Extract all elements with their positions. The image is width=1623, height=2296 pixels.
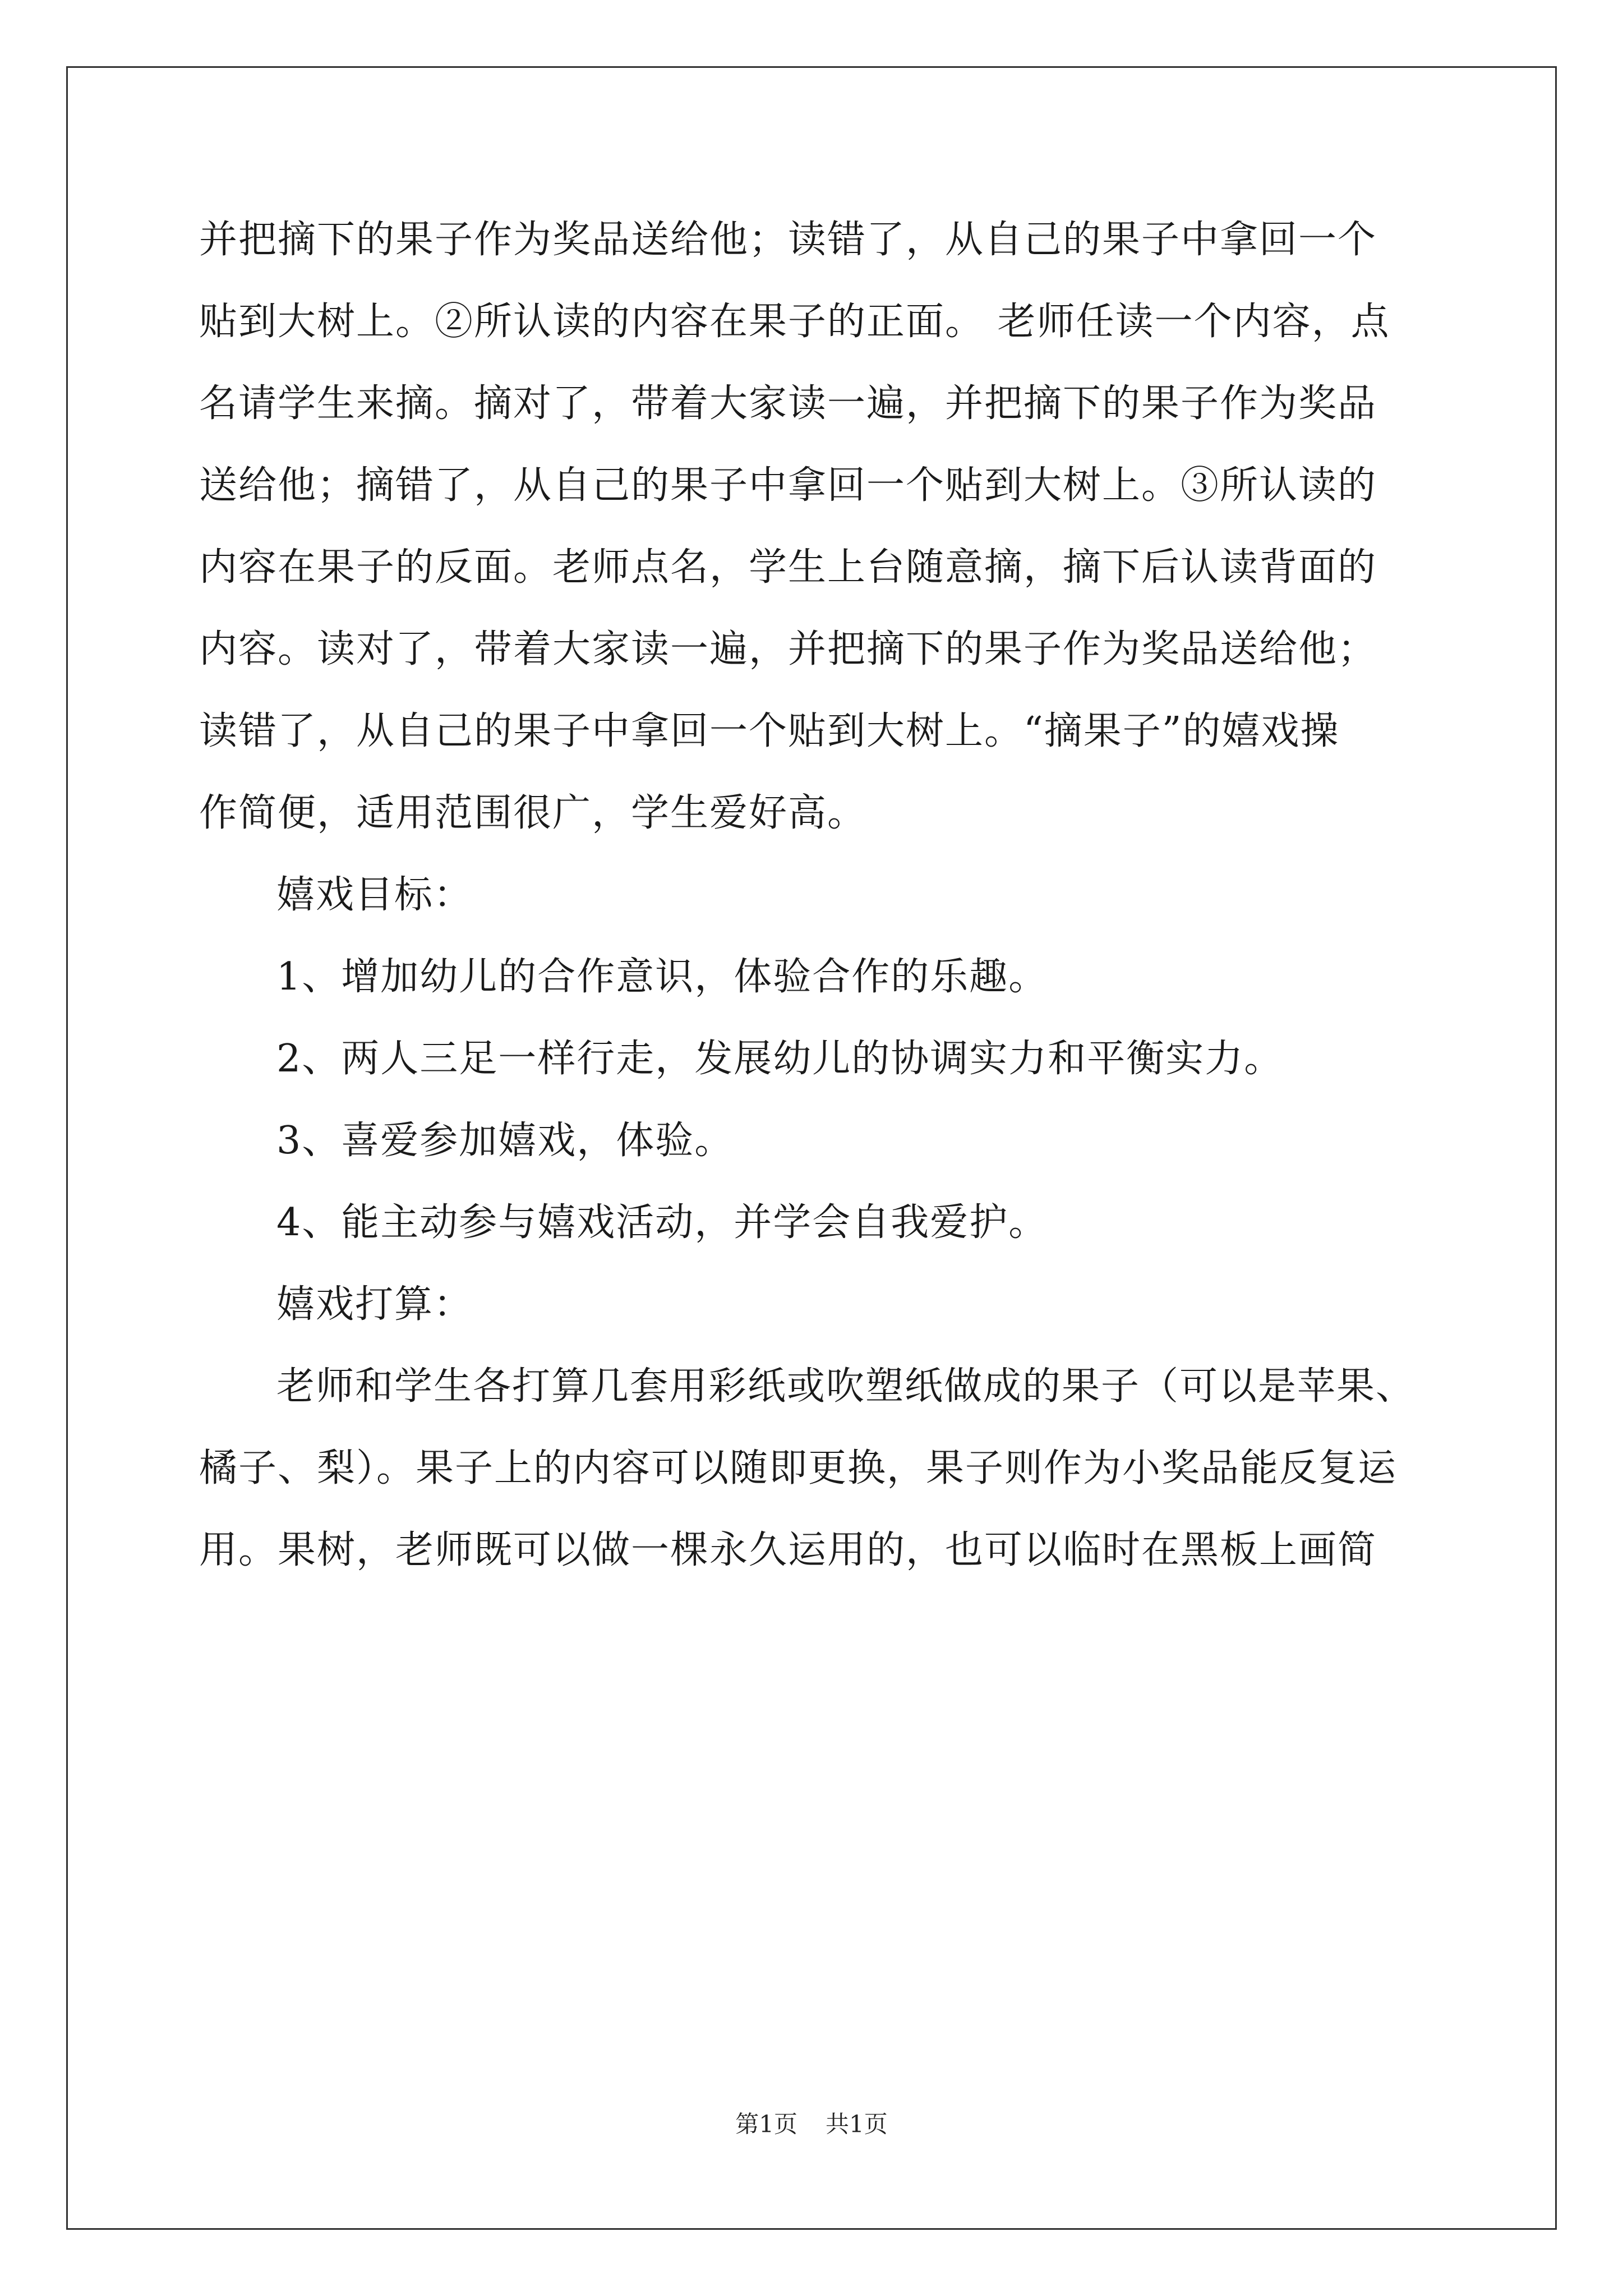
text-line: 橘子、梨）。果子上的内容可以随即更换，果子则作为小奖品能反复运 — [199, 1446, 1398, 1490]
page-total: 共1页 — [826, 2110, 888, 2138]
page-number: 第1页 — [735, 2110, 797, 2138]
text-line: 贴到大树上。②所认读的内容在果子的正面。 老师任读一个内容，点 — [199, 300, 1390, 344]
section-heading-preparation: 嬉戏打算： — [276, 1282, 473, 1327]
text-line: 作简便，适用范围很广，学生爱好高。 — [199, 791, 867, 835]
text-line: 老师和学生各打算几套用彩纸或吹塑纸做成的果子（可以是苹果、 — [276, 1364, 1415, 1409]
document-body — [199, 199, 1433, 1591]
text-line: 用。果树，老师既可以做一棵永久运用的，也可以临时在黑板上画简 — [199, 1528, 1377, 1572]
goal-item: 1、增加幼儿的合作意识，体验合作的乐趣。 — [276, 955, 1048, 999]
goal-item: 2、两人三足一样行走，发展幼儿的协调实力和平衡实力。 — [276, 1037, 1284, 1081]
text-line: 内容在果子的反面。老师点名，学生上台随意摘，摘下后认读背面的 — [199, 545, 1377, 590]
goal-item: 3、喜爱参加嬉戏，体验。 — [276, 1119, 734, 1163]
page-footer — [0, 2106, 1623, 2139]
goal-item: 4、能主动参与嬉戏活动，并学会自我爱护。 — [276, 1200, 1048, 1245]
text-line: 并把摘下的果子作为奖品送给他；读错了，从自己的果子中拿回一个 — [199, 218, 1377, 262]
section-heading-goals: 嬉戏目标： — [276, 873, 473, 917]
text-line: 读错了，从自己的果子中拿回一个贴到大树上。“摘果子”的嬉戏操 — [199, 709, 1340, 753]
text-line: 内容。读对了，带着大家读一遍，并把摘下的果子作为奖品送给他； — [199, 627, 1377, 671]
text-line: 名请学生来摘。摘对了，带着大家读一遍，并把摘下的果子作为奖品 — [199, 381, 1377, 426]
text-line: 送给他；摘错了，从自己的果子中拿回一个贴到大树上。③所认读的 — [199, 463, 1377, 508]
